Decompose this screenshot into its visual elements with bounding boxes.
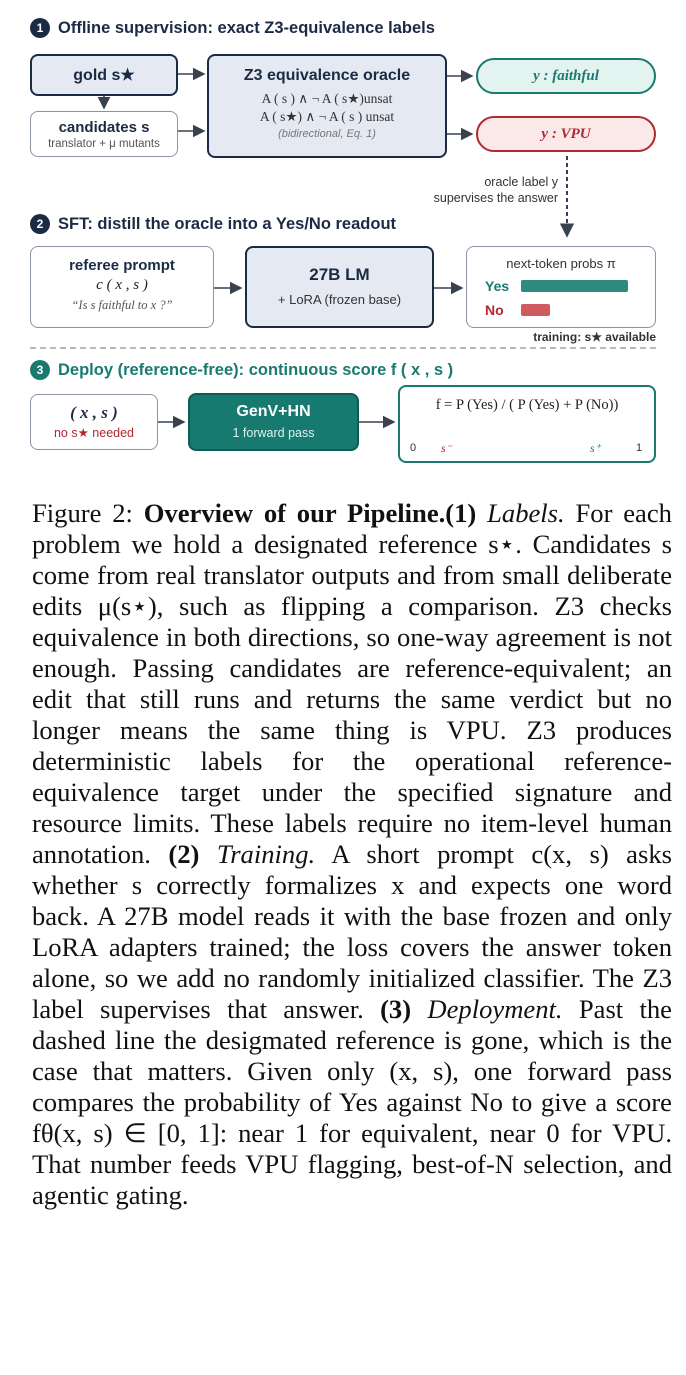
pipeline-figure	[0, 0, 686, 480]
deploy-input-box	[30, 394, 158, 450]
step2-header	[30, 214, 396, 234]
referee-prompt-box	[30, 246, 214, 328]
lm-sub: + LoRA (frozen base)	[277, 292, 402, 307]
probs-title: next-token probs π	[506, 256, 616, 271]
step3-title: Deploy (reference-free): continuous score f ( x , s )	[58, 360, 454, 379]
score-axis-min: 0	[410, 442, 417, 454]
no-prob-bar	[521, 304, 550, 316]
vpu-label: y : VPU	[541, 125, 591, 142]
gold-reference-box	[30, 54, 178, 96]
lm-box	[245, 246, 434, 328]
deploy-input-title: ( x , s )	[70, 403, 118, 422]
prompt-quote: “Is s faithful to x ?”	[71, 298, 173, 312]
score-box	[398, 385, 656, 463]
step3-number: 3	[30, 360, 50, 380]
oracle-note: (bidirectional, Eq. 1)	[278, 128, 376, 140]
gold-reference-label: gold s★	[73, 67, 135, 84]
oracle-condition-2: A ( s★) ∧ ¬ A ( s ) unsat	[259, 109, 395, 124]
step1-header	[30, 18, 435, 38]
lm-title: 27B LM	[309, 265, 370, 284]
step2-title: SFT: distill the oracle into a Yes/No readout	[58, 214, 397, 233]
training-note: training: s★ available	[533, 330, 656, 344]
figure-caption	[32, 498, 672, 1211]
next-token-probs-box	[466, 246, 656, 328]
oracle-label-note-line2: supervises the answer	[433, 191, 558, 205]
faithful-label: y : faithful	[533, 67, 599, 84]
prompt-title: referee prompt	[69, 257, 175, 274]
oracle-condition-1: A ( s ) ∧ ¬ A ( s★)unsat	[261, 91, 393, 106]
candidates-label: candidates s	[58, 119, 150, 136]
s-minus-label: s⁻	[441, 441, 453, 455]
genv-hn-title: GenV+HN	[236, 403, 311, 420]
caption-part3-num: (3)	[380, 994, 412, 1024]
deploy-input-sub: no s★ needed	[53, 426, 135, 440]
step1-title: Offline supervision: exact Z3-equivalence labels	[58, 18, 435, 37]
oracle-title: Z3 equivalence oracle	[243, 67, 411, 84]
step3-header	[30, 360, 453, 380]
score-axis-max: 1	[636, 442, 643, 454]
no-label: No	[485, 302, 504, 318]
caption-label: Figure 2:	[32, 498, 133, 528]
candidates-box	[30, 111, 178, 157]
candidates-sub: translator + μ mutants	[48, 138, 160, 150]
score-formula: f = P (Yes) / ( P (Yes) + P (No))	[435, 397, 619, 413]
yes-row	[485, 278, 645, 294]
z3-oracle-box	[207, 54, 447, 158]
caption-part2-text: A short prompt c(x, s) asks whether s correctly formalizes x and expects one word back. A 27B model reads it with the base frozen and only LoRA adapters trained; the loss covers the answer token alone, so we add no randomly initialized classifier. The Z3 label supervises that answer.	[32, 839, 672, 1024]
faithful-output-box	[476, 58, 656, 94]
caption-part2-num: (2)	[168, 839, 200, 869]
genv-hn-sub: 1 forward pass	[232, 426, 315, 440]
caption-part3-text: Past the dashed line the desigmated reference is gone, which is the case that matters. Given only (x, s), one forward pass compares the probability of Yes against No to give a score fθ(x, s) ∈ [0, 1]: near 1 for equivalent, near 0 for VPU. That number feeds VPU flagging, best-of-N selection, and agentic gating.	[32, 994, 672, 1210]
genv-hn-box	[188, 393, 359, 451]
caption-part1-text: For each problem we hold a designated reference s⋆. Candidates s come from real translator outputs and from small deliberate edits μ(s⋆), such as flipping a comparison. Z3 checks equivalence in both directions, so one-way agreement is not enough. Passing candidates are reference-equivalent; an edit that still runs and returns the same verdict but no longer means the same thing is VPU. Z3 produces deterministic labels for the operational reference-equivalence target under the specified signature and resource limits. These labels require no item-level human annotation.	[32, 498, 672, 869]
step1-number: 1	[30, 18, 50, 38]
caption-part1-num: (1)	[445, 498, 477, 528]
step2-number: 2	[30, 214, 50, 234]
yes-prob-bar	[521, 280, 628, 292]
prompt-formula: c ( x , s )	[96, 277, 148, 293]
caption-part2-name: Training.	[216, 839, 316, 869]
caption-heading: Overview of our Pipeline.	[143, 498, 446, 528]
oracle-label-note-line1: oracle label y	[484, 175, 558, 189]
vpu-output-box	[476, 116, 656, 152]
no-row	[485, 302, 645, 318]
caption-part3-name: Deployment.	[427, 994, 563, 1024]
oracle-label-note	[430, 174, 558, 206]
yes-label: Yes	[485, 278, 510, 294]
s-plus-label: s⁺	[590, 441, 602, 455]
caption-part1-name: Labels.	[487, 498, 565, 528]
